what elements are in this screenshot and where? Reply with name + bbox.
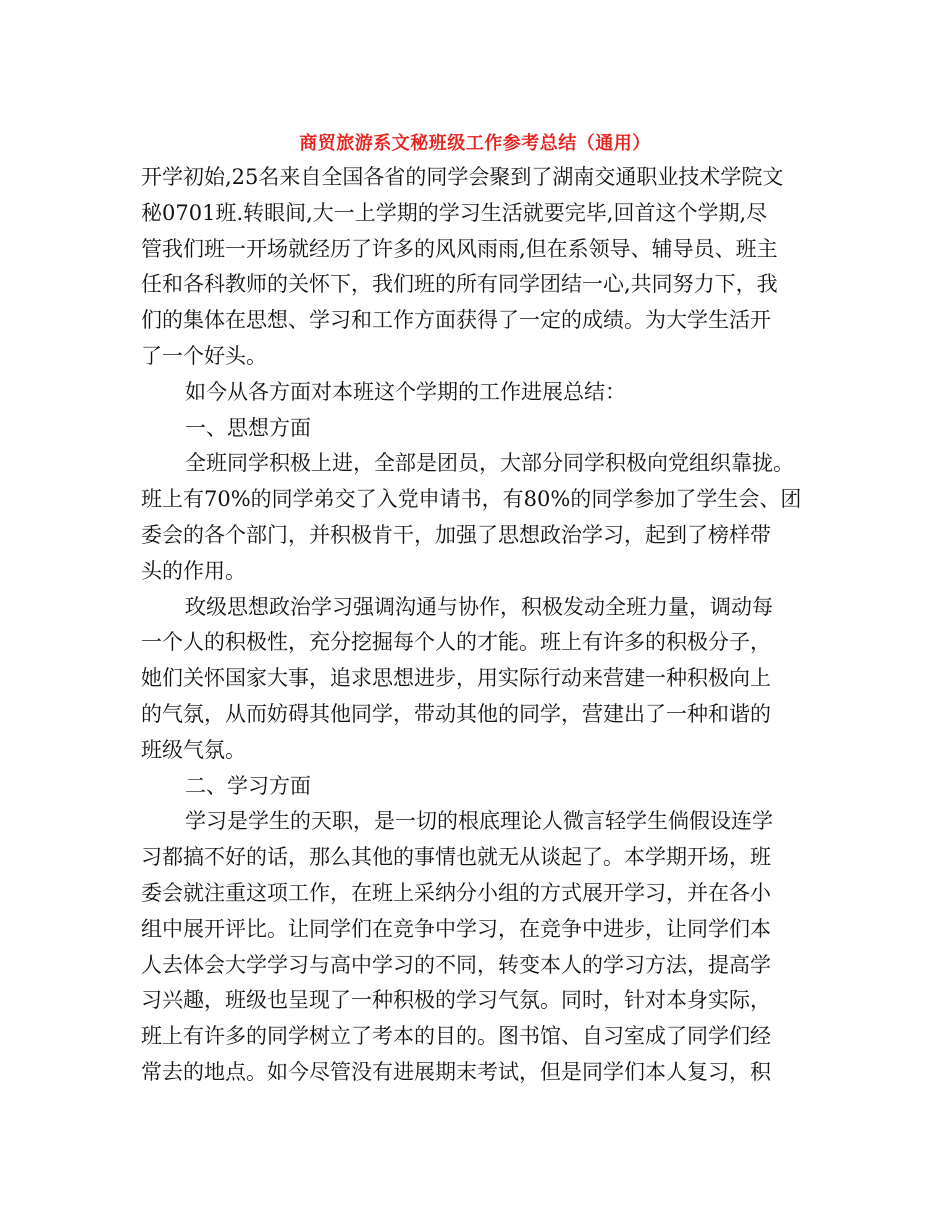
text-line: 习都搞不好的话，那么其他的事情也就无从谈起了。本学期开场，班 [141,845,771,870]
text-line: 的气氛，从而妨碍其他同学，带动其他的同学，营建出了一种和谐的 [141,701,771,726]
text-line: 了一个好头。 [141,343,267,368]
text-line: 学习是学生的天职，是一切的根底理论人微言轻学生倘假设连学 [185,809,773,834]
text-line: 开学初始,25名来自全国各省的同学会聚到了湖南交通职业技术学院文 [141,165,784,189]
text-line: 她们关怀国家大事，追求思想进步，用实际行动来营建一种积极向上 [141,666,771,691]
text-line: 一、思想方面 [185,415,311,440]
text-line: 二、学习方面 [185,773,311,798]
text-line: 们的集体在思想、学习和工作方面获得了一定的成绩。为大学生活开 [141,308,771,333]
text-line: 全班同学积极上进，全部是团员，大部分同学积极向党组织靠拢。 [185,451,794,476]
text-line: 人去体会大学学习与高中学习的不同，转变本人的学习方法，提高学 [141,952,771,977]
text-line: 班级气氛。 [141,737,246,762]
text-line: 委会的各个部门，并积极肯干，加强了思想政治学习，起到了榜样带 [141,522,771,547]
text-line: 秘0701班.转眼间,大一上学期的学习生活就要完毕,回首这个学期,尽 [141,200,768,225]
document-body [141,160,821,1091]
text-line: 习兴趣，班级也呈现了一种积极的学习气氛。同时，针对本身实际， [141,988,771,1013]
text-line: 头的作用。 [141,558,246,583]
text-line: 常去的地点。如今尽管没有进展期末考试，但是同学们本人复习，积 [141,1059,771,1084]
document-title: 商贸旅游系文秘班级工作参考总结（通用） [299,133,651,154]
text-line: 一个人的积极性，充分挖掘每个人的才能。班上有许多的积极分子， [141,630,771,655]
text-line: 班上有许多的同学树立了考本的目的。图书馆、自习室成了同学们经 [141,1024,771,1049]
text-line: 班上有70%的同学弟交了入党申请书，有80%的同学参加了学生会、团 [141,487,802,512]
text-line: 如今从各方面对本班这个学期的工作进展总结： [185,379,626,404]
text-line: 委会就注重这项工作，在班上采纳分小组的方式展开学习，并在各小 [141,880,771,905]
text-line: 任和各科教师的关怀下，我们班的所有同学团结一心,共同努力下，我 [141,272,778,297]
text-line: 组中展开评比。让同学们在竞争中学习，在竞争中进步，让同学们本 [141,916,771,941]
text-line: 管我们班一开场就经历了许多的风风雨雨,但在系领导、辅导员、班主 [141,236,778,261]
text-line: 玫级思想政治学习强调沟通与协作，积极发动全班力量，调动每 [185,594,773,619]
